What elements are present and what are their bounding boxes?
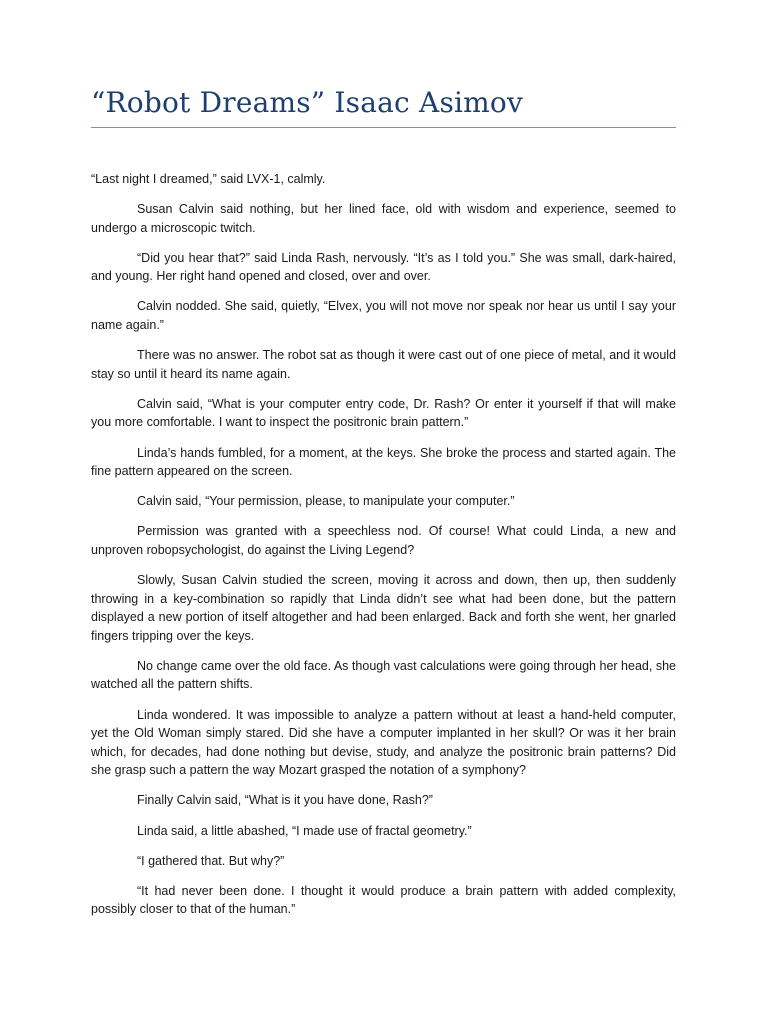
paragraph: Slowly, Susan Calvin studied the screen, moving it across and down, then up, then suddenly throwing in a key-combination so rapidly that Linda didn’t see what had been done, but the pattern displayed a new portion of itself altogether and had been enlarged. Back and forth she went, her gnarled fingers tripping over the keys. xyxy=(91,573,676,643)
paragraph: “Last night I dreamed,” said LVX-1, calmly. xyxy=(91,172,326,186)
paragraph: “Did you hear that?” said Linda Rash, nervously. “It’s as I told you.” She was small, dark-haired, and young. Her right hand opened and closed, over and over. xyxy=(91,250,676,284)
paragraph: Permission was granted with a speechless nod. Of course! What could Linda, a new and unproven robopsychologist, do against the Living Legend? xyxy=(91,524,676,557)
paragraph: No change came over the old face. As though vast calculations were going through her head, she watched all the pattern shifts. xyxy=(91,658,676,692)
paragraph: There was no answer. The robot sat as though it were cast out of one piece of metal, and it would stay so until it heard its name again. xyxy=(91,348,676,381)
title-underline-divider xyxy=(91,127,676,128)
paragraph: Susan Calvin said nothing, but her lined face, old with wisdom and experience, seemed to undergo a microscopic twitch. xyxy=(91,202,676,235)
paragraph: Calvin said, “Your permission, please, to manipulate your computer.” xyxy=(137,494,515,509)
document-body xyxy=(91,170,676,930)
paragraph: “I gathered that. But why?” xyxy=(137,853,285,868)
paragraph: Calvin said, “What is your computer entry code, Dr. Rash? Or enter it yourself if that will make you more comfortable. I want to inspect the positronic brain pattern.” xyxy=(91,396,676,430)
paragraph: Linda wondered. It was impossible to analyze a pattern without at least a hand-held computer, yet the Old Woman simply stared. Did she have a computer implanted in her skull? Or was it her brain which, for decades, had done nothing but devise, study, and analyze the positronic brain patterns? Did she grasp such a pattern the way Mozart grasped the notation of a symphony? xyxy=(91,707,676,778)
paragraph: Linda’s hands fumbled, for a moment, at the keys. She broke the process and started again. The fine pattern appeared on the screen. xyxy=(91,445,676,479)
paragraph: Finally Calvin said, “What is it you have done, Rash?” xyxy=(137,793,433,808)
paragraph: Linda said, a little abashed, “I made use of fractal geometry.” xyxy=(137,823,472,838)
paragraph: Calvin nodded. She said, quietly, “Elvex, you will not move nor speak nor hear us until I say your name again.” xyxy=(91,299,676,333)
document-title: “Robot Dreams” Isaac Asimov xyxy=(91,86,523,119)
paragraph: “It had never been done. I thought it would produce a brain pattern with added complexity, possibly closer to that of the human.” xyxy=(91,883,676,917)
